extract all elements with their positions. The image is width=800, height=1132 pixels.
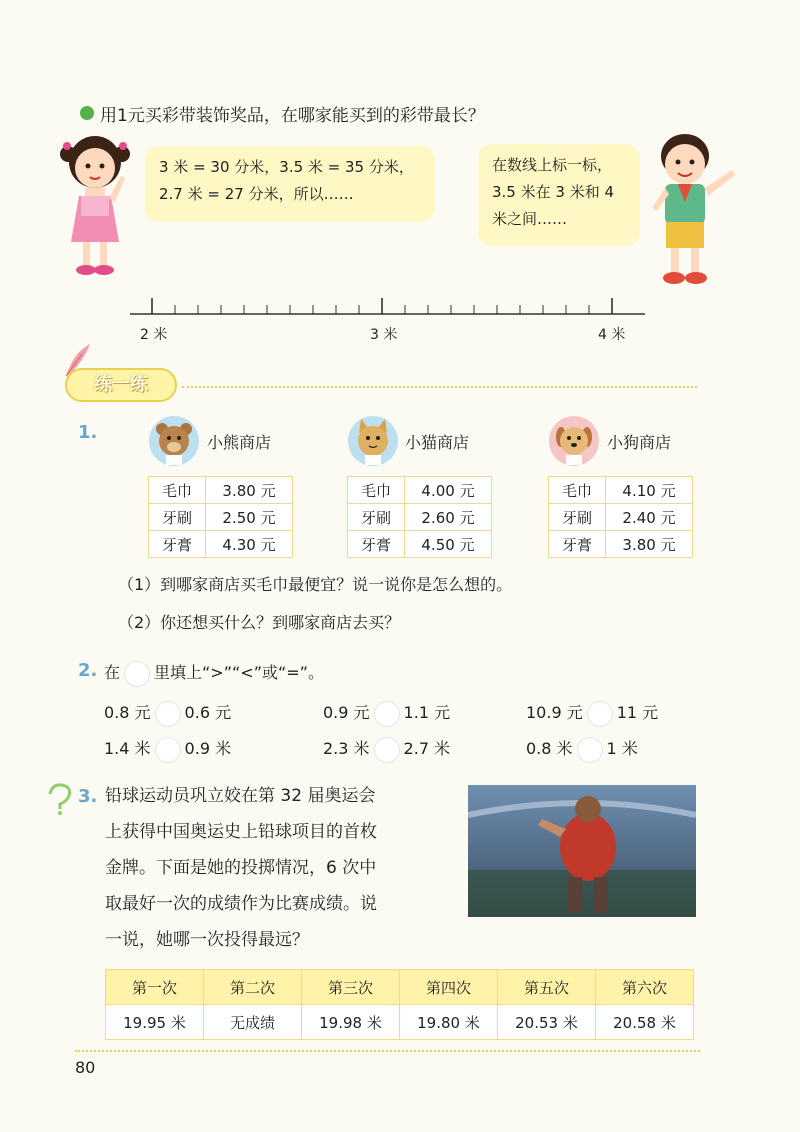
question-2-instruction (104, 660, 324, 687)
result-cell: 19.98 米 (302, 1005, 400, 1040)
bear-icon (148, 415, 200, 467)
boy-illustration (640, 128, 740, 293)
section-divider (182, 386, 697, 388)
right-value: 1.1 元 (403, 703, 451, 722)
price-cell: 2.40 元 (606, 504, 693, 531)
table-row (549, 531, 693, 558)
answer-circle[interactable] (374, 737, 400, 763)
left-value: 0.8 元 (104, 703, 151, 722)
number-line-label-3m: 3 米 (370, 327, 398, 343)
item-cell: 毛巾 (348, 477, 405, 504)
number-line (130, 296, 650, 320)
dog-shop-name: 小狗商店 (607, 433, 672, 452)
footer-divider (75, 1050, 700, 1052)
right-value: 1 米 (606, 739, 638, 758)
bear-shop-table (148, 476, 293, 558)
table-row (549, 477, 693, 504)
question-2-number: 2. (78, 660, 98, 681)
bullet-icon (80, 106, 94, 120)
cat-icon (347, 415, 399, 467)
cat-shop-name: 小猫商店 (405, 433, 470, 452)
table-row (149, 477, 293, 504)
header-cell: 第三次 (302, 970, 400, 1005)
right-value: 2.7 米 (403, 739, 451, 758)
price-cell: 4.00 元 (405, 477, 492, 504)
item-cell: 毛巾 (149, 477, 206, 504)
table-header-row (106, 970, 694, 1005)
table-row (348, 504, 492, 531)
intro-question: 用1元买彩带装饰奖品，在哪家能买到的彩带最长？ (100, 106, 485, 126)
instruction-after: 里填上“>”“<”或“=”。 (154, 663, 324, 682)
question-1-sub-1: （1）到哪家商店买毛巾最便宜？说一说你是怎么想的。 (118, 575, 513, 594)
number-line-label-4m: 4 米 (598, 327, 626, 343)
instruction-before: 在 (104, 663, 121, 682)
result-cell: 无成绩 (204, 1005, 302, 1040)
comparison-item (104, 736, 231, 763)
question-3-line: 上获得中国奥运史上铅球项目的首枚 (105, 822, 377, 842)
table-row (348, 477, 492, 504)
throw-results-table (105, 969, 694, 1040)
comparison-item (323, 700, 450, 727)
header-cell: 第六次 (596, 970, 694, 1005)
number-line-label-2m: 2 米 (140, 327, 168, 343)
result-cell: 19.80 米 (400, 1005, 498, 1040)
comparison-item (526, 700, 658, 727)
practice-title: 练一练 (65, 368, 177, 402)
right-value: 0.9 米 (184, 739, 232, 758)
header-cell: 第一次 (106, 970, 204, 1005)
left-value: 2.3 米 (323, 739, 370, 758)
table-row (149, 504, 293, 531)
result-cell: 20.53 米 (498, 1005, 596, 1040)
cat-shop-table (347, 476, 492, 558)
right-value: 11 元 (616, 703, 659, 722)
boy-bubble-line-1: 在数线上标一标， (492, 156, 613, 174)
question-3-line: 取最好一次的成绩作为比赛成绩。说 (105, 894, 377, 914)
left-value: 0.9 元 (323, 703, 370, 722)
answer-circle[interactable] (577, 737, 603, 763)
price-cell: 4.10 元 (606, 477, 693, 504)
left-value: 10.9 元 (526, 703, 583, 722)
price-cell: 2.50 元 (206, 504, 293, 531)
girl-speech-bubble (145, 146, 435, 222)
header-cell: 第二次 (204, 970, 302, 1005)
price-cell: 4.30 元 (206, 531, 293, 558)
item-cell: 牙刷 (549, 504, 606, 531)
dog-icon (548, 415, 600, 467)
boy-speech-bubble (478, 144, 640, 246)
table-row (106, 1005, 694, 1040)
question-3-text (105, 778, 377, 958)
question-mark-icon (42, 782, 82, 816)
question-3-line: 金牌。下面是她的投掷情况，6 次中 (105, 858, 377, 878)
blank-circle (124, 661, 150, 687)
comparison-item (104, 700, 231, 727)
answer-circle[interactable] (587, 701, 613, 727)
boy-bubble-line-3: 米之间…… (492, 210, 568, 228)
answer-circle[interactable] (374, 701, 400, 727)
comparison-item (323, 736, 450, 763)
left-value: 1.4 米 (104, 739, 151, 758)
result-cell: 20.58 米 (596, 1005, 694, 1040)
girl-bubble-line-2: 2.7 米 = 27 分米，所以…… (159, 185, 354, 203)
shot-put-photo (468, 785, 696, 917)
answer-circle[interactable] (155, 737, 181, 763)
answer-circle[interactable] (155, 701, 181, 727)
right-value: 0.6 元 (184, 703, 232, 722)
question-3-line: 铅球运动员巩立姣在第 32 届奥运会 (105, 786, 376, 806)
item-cell: 牙膏 (549, 531, 606, 558)
item-cell: 牙刷 (348, 504, 405, 531)
table-row (549, 504, 693, 531)
price-cell: 4.50 元 (405, 531, 492, 558)
price-cell: 3.80 元 (606, 531, 693, 558)
table-row (348, 531, 492, 558)
girl-illustration (55, 132, 135, 282)
header-cell: 第四次 (400, 970, 498, 1005)
comparison-item (526, 736, 638, 763)
dog-shop-table (548, 476, 693, 558)
left-value: 0.8 米 (526, 739, 573, 758)
item-cell: 毛巾 (549, 477, 606, 504)
header-cell: 第五次 (498, 970, 596, 1005)
boy-bubble-line-2: 3.5 米在 3 米和 4 (492, 183, 615, 201)
question-3-line: 一说，她哪一次投得最远？ (105, 930, 309, 950)
girl-bubble-line-1: 3 米 = 30 分米，3.5 米 = 35 分米， (159, 158, 414, 176)
item-cell: 牙刷 (149, 504, 206, 531)
result-cell: 19.95 米 (106, 1005, 204, 1040)
table-row (149, 531, 293, 558)
item-cell: 牙膏 (348, 531, 405, 558)
question-3-number: 3. (78, 786, 98, 807)
item-cell: 牙膏 (149, 531, 206, 558)
page-number: 80 (75, 1058, 96, 1077)
question-1-number: 1. (78, 422, 98, 443)
price-cell: 3.80 元 (206, 477, 293, 504)
bear-shop-name: 小熊商店 (207, 433, 272, 452)
question-1-sub-2: （2）你还想买什么？到哪家商店去买？ (118, 613, 401, 632)
price-cell: 2.60 元 (405, 504, 492, 531)
